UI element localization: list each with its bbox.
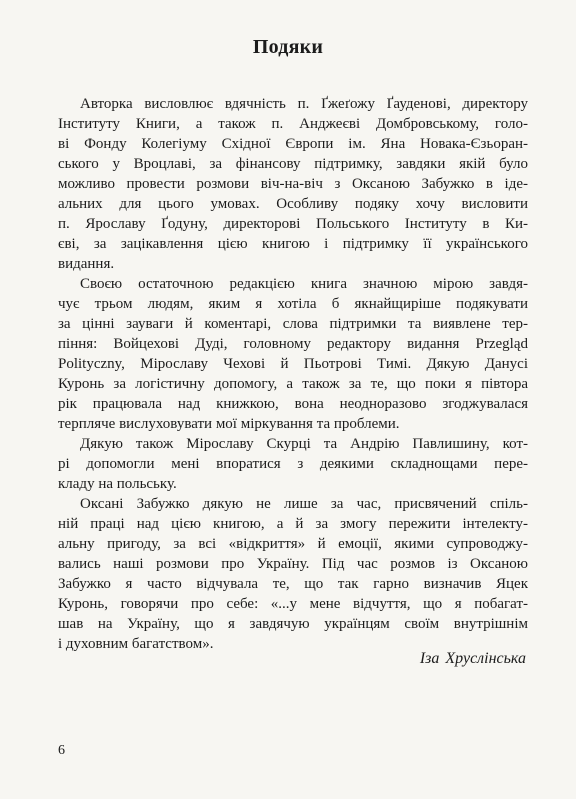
text-line: альних для цього умовах. Особливу подяку хочу висловити [58,196,528,212]
page-number: 6 [58,743,65,758]
text-line: Своєю остаточною редакцією книга значною мірою завдя- [80,276,528,292]
text-line: ній праці над цією книгою, а й за змогу пережити інтелекту- [58,516,528,532]
text-line: видання. [58,256,115,272]
text-line: Куронь за логістичну допомогу, а також за те, що поки я півтора [58,376,528,392]
text-line: Авторка висловлює вдячність п. Ґжеґожу Ґауденові, директору [80,96,528,112]
text-line: шав на Україну, що я завдячую українцям своїм внутрішнім [58,616,528,632]
text-line: терпляче вислуховувати мої міркування та проблеми. [58,416,400,432]
paragraph-2 [58,274,528,434]
text-line: ського у Вроцлаві, за фінансову підтримку, завдяки якій було [58,156,528,172]
text-line: за цінні зауваги й коментарі, слова підтримки та виявлене тер- [58,316,528,332]
text-line: альну пригоду, за всі «відкриття» й емоції, якими супроводжу- [58,536,528,552]
text-line: Дякую також Міроcлаву Скурці та Андрію Павлишину, кот- [80,436,528,452]
text-line: Забужко я часто відчувала те, що так гарно визначив Яцек [58,576,528,592]
text-line: кладу на польську. [58,476,177,492]
paragraph-4 [58,494,528,654]
paragraph-3 [58,434,528,494]
text-line: Оксані Забужко дякую не лише за час, присвячений спіль- [80,496,528,512]
paragraph-1 [58,94,528,274]
text-line: можливо провести розмови віч-на-віч з Оксаною Забужко в іде- [58,176,528,192]
text-line: Polityczny, Мірославу Чехові й Пьотрові Тимі. Дякую Данусі [58,356,528,372]
text-line: вались наші розмови про Україну. Під час розмов із Оксаною [58,556,528,572]
text-line: Інституту Книги, а також п. Анджеєві Домбровському, голо- [58,116,528,132]
text-line: п. Ярославу Ґодуну, директорові Польського Інституту в Ки- [58,216,528,232]
text-line: піння: Войцехові Дуді, головному редактору видання Przegląd [58,336,528,352]
text-line: ві Фонду Колегіуму Східної Європи ім. Яна Новака-Єзьоран- [58,136,528,152]
acknowledgements-text [58,94,528,654]
text-line: єві, за зацікавлення цією книгою і підтримку її українського [58,236,528,252]
text-line: чує трьом людям, яким я хотіла б якнайщиріше подякувати [58,296,528,312]
text-line: рі допомогли мені впоратися з деякими складнощами пере- [58,456,528,472]
text-line: рік працювала над книжкою, вона неодноразово згоджувалася [58,396,528,412]
text-line: і духовним багатством». [58,636,214,652]
text-line: Куронь, говорячи про себе: «...у мене відчуття, що я побагат- [58,596,528,612]
author-signature: Іза Хруслінська [419,650,526,667]
page-title: Подяки [252,36,324,58]
